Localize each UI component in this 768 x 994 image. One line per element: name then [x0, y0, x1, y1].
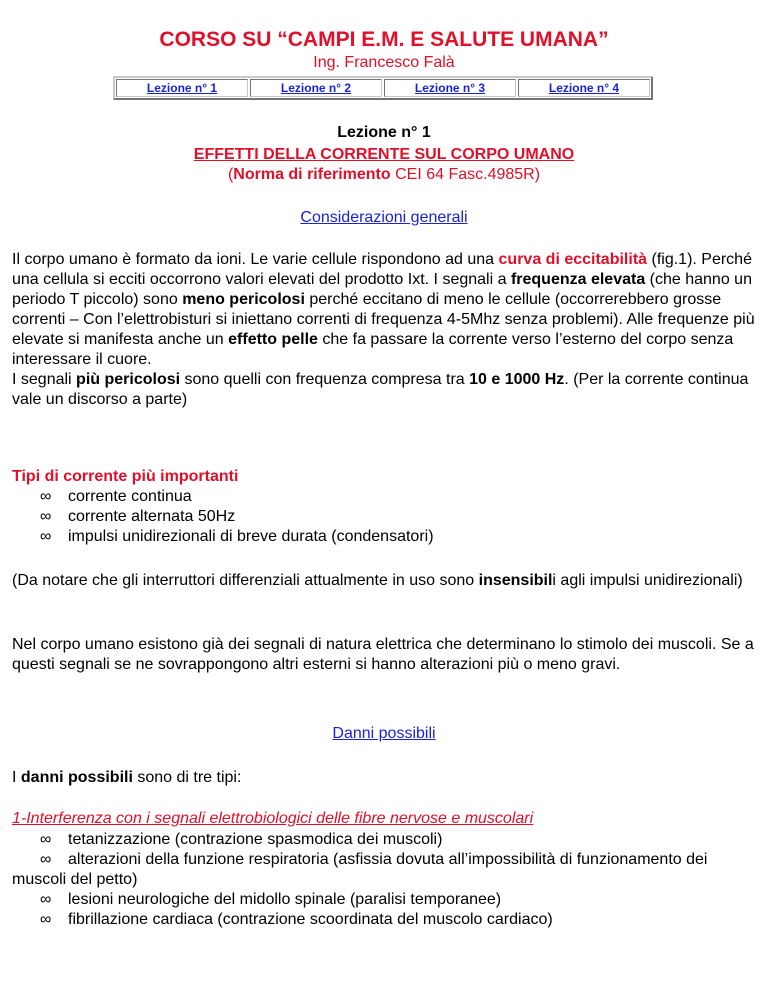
p1-d: perché eccitano di meno le cellule (occorrerebbero grosse correnti – Con l’elettrobisturi si iniettano correnti di frequenza 4-5Mhz senza problemi). Alle frequenze più elevate si manifesta anche un: [12, 291, 755, 348]
norma-code: CEI 64 Fasc.4985R): [390, 166, 541, 183]
list-item-text: impulsi unidirezionali di breve durata (condensatori): [68, 528, 434, 545]
nav-cell-2: [250, 79, 382, 97]
paragraph-considerazioni: [12, 250, 760, 410]
p4-b: sono di tre tipi:: [132, 769, 242, 786]
infinity-bullet-icon: ∞: [40, 891, 52, 908]
infinity-bullet-icon: ∞: [40, 911, 52, 928]
norma-label: Norma di riferimento: [233, 166, 391, 183]
section-considerazioni-wrap: [0, 209, 768, 227]
p2-a: (Da notare che gli interruttori differenziali attualmente in uso sono: [12, 572, 479, 589]
danno1-list: [12, 830, 760, 930]
tipi-list: [40, 487, 760, 547]
nav-link-lezione-1[interactable]: Lezione n° 1: [146, 81, 218, 95]
list-item: [40, 890, 760, 910]
list-item: [40, 527, 760, 547]
list-item: [40, 507, 760, 527]
danno1-title: 1-Interferenza con i segnali elettrobiologici delle fibre nervose e muscolari: [12, 810, 534, 827]
lesson-heading: EFFETTI DELLA CORRENTE SUL CORPO UMANO: [193, 146, 575, 163]
p1-meno: meno pericolosi: [182, 291, 305, 308]
infinity-bullet-icon: ∞: [40, 488, 52, 505]
p2-bold: insensibil: [478, 572, 553, 589]
course-title: CORSO SU “CAMPI E.M. E SALUTE UMANA”: [159, 28, 609, 51]
lesson-nav-table: [113, 76, 653, 100]
p1-f: I segnali: [12, 371, 77, 388]
nav-link-lezione-3[interactable]: Lezione n° 3: [414, 81, 486, 95]
p1-curva: curva di eccitabilità: [498, 251, 648, 268]
norma-open: (: [227, 166, 234, 183]
p1-freq: frequenza elevata: [510, 271, 646, 288]
list-item: [40, 487, 760, 507]
list-item-text: corrente alternata 50Hz: [68, 508, 236, 525]
p1-piu: più pericolosi: [76, 371, 181, 388]
p4-bold: danni possibili: [20, 769, 133, 786]
nav-cell-4: [518, 79, 650, 97]
list-item-text: lesioni neurologiche del midollo spinale (paralisi temporanee): [68, 891, 502, 908]
list-item: [40, 910, 760, 930]
list-item-text: corrente continua: [68, 488, 192, 505]
list-item-text: tetanizzazione (contrazione spasmodica dei muscoli): [68, 831, 443, 848]
infinity-bullet-icon: ∞: [40, 851, 52, 868]
p1-a: Il corpo umano è formato da ioni. Le varie cellule rispondono ad una: [12, 251, 499, 268]
nav-cell-1: [116, 79, 248, 97]
lesson-number: Lezione n° 1: [337, 124, 431, 141]
section-link-danni[interactable]: Danni possibili: [332, 725, 436, 742]
author-name: Ing. Francesco Falà: [313, 54, 455, 71]
infinity-bullet-icon: ∞: [40, 831, 52, 848]
p4-a: I: [12, 769, 21, 786]
p1-c: (che hanno un periodo T piccolo) sono: [12, 271, 752, 308]
section-danni-wrap: [0, 725, 768, 743]
nav-link-lezione-4[interactable]: Lezione n° 4: [548, 81, 620, 95]
section-link-considerazioni[interactable]: Considerazioni generali: [300, 209, 468, 226]
p1-g: sono quelli con frequenza compresa tra: [180, 371, 470, 388]
list-item-text: alterazioni della funzione respiratoria (asfissia dovuta all’impossibilità di funzionamento dei muscoli del petto): [12, 851, 708, 888]
infinity-bullet-icon: ∞: [40, 528, 52, 545]
list-item-text: fibrillazione cardiaca (contrazione scoordinata del muscolo cardiaco): [68, 911, 553, 928]
p1-e: che fa passare la corrente verso l’esterno del corpo senza interessare il cuore.: [12, 331, 734, 368]
p2-b: i agli impulsi unidirezionali): [552, 572, 743, 589]
p1-b: (fig.1). Perché una cellula si ecciti occorrono valori elevati del prodotto Ixt. I segnali a: [12, 251, 752, 288]
nav-cell-3: [384, 79, 516, 97]
norma-reference: [0, 166, 768, 184]
p1-pelle: effetto pelle: [228, 331, 318, 348]
infinity-bullet-icon: ∞: [40, 508, 52, 525]
nav-link-lezione-2[interactable]: Lezione n° 2: [280, 81, 352, 95]
p1-h: . (Per la corrente continua vale un discorso a parte): [12, 371, 749, 408]
paragraph-interruttori: [12, 571, 760, 591]
paragraph-segnali: Nel corpo umano esistono già dei segnali di natura elettrica che determinano lo stimolo dei muscoli. Se a questi segnali se ne sovrappongono altri esterni si hanno alterazioni più o meno gravi.: [12, 636, 754, 673]
list-item: [12, 850, 760, 890]
p1-range: 10 e 1000 Hz: [469, 371, 565, 388]
paragraph-danni: [12, 768, 760, 788]
list-item: [40, 830, 760, 850]
tipi-title: Tipi di corrente più importanti: [12, 468, 239, 485]
